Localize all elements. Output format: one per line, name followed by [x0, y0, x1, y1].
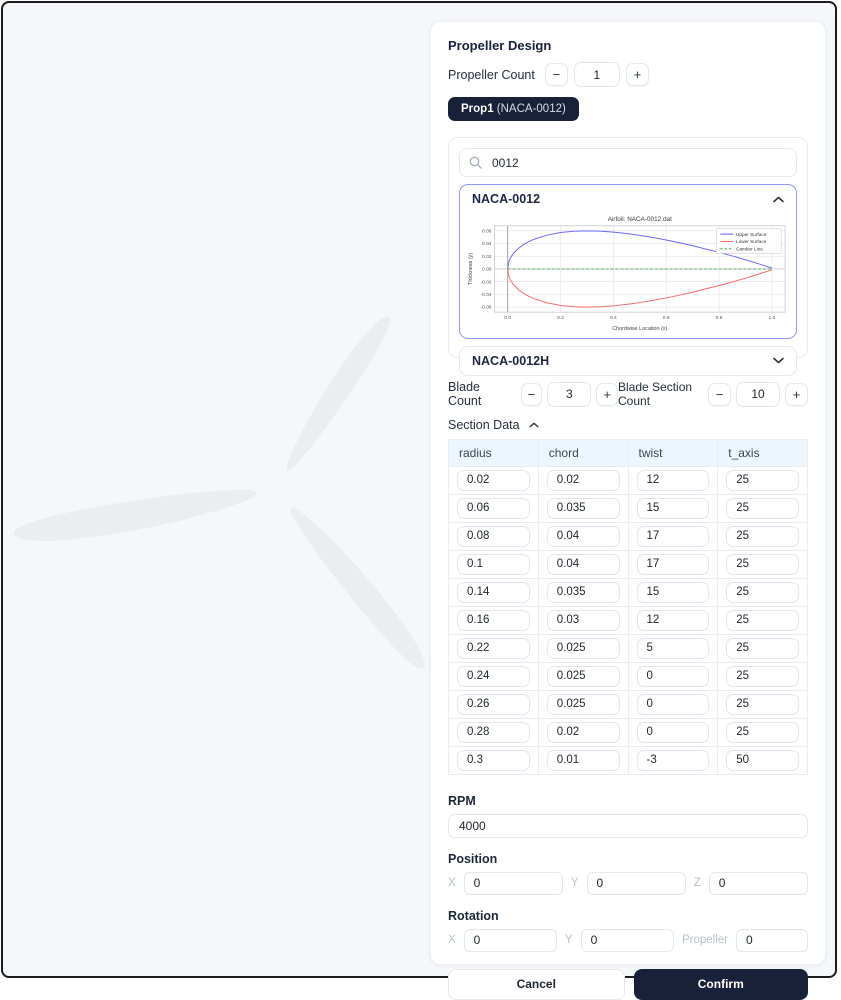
svg-text:-0.02: -0.02: [480, 280, 492, 286]
section-cell-twist-6[interactable]: [637, 638, 710, 659]
section-cell-chord-6[interactable]: [547, 638, 620, 659]
svg-text:-0.04: -0.04: [480, 293, 492, 299]
svg-text:0.2: 0.2: [557, 316, 564, 322]
position-z-label: Z: [693, 877, 701, 890]
section-cell-radius-2[interactable]: [457, 526, 530, 547]
blade-section-count-increment-button[interactable]: +: [785, 383, 808, 406]
blade-count-input[interactable]: [547, 382, 591, 407]
section-cell-chord-1[interactable]: [547, 498, 620, 519]
section-cell-twist-4[interactable]: [637, 582, 710, 603]
section-cell-radius-3[interactable]: [457, 554, 530, 575]
section-cell-twist-1[interactable]: [637, 498, 710, 519]
section-cell-radius-9[interactable]: [457, 722, 530, 743]
prop-tab[interactable]: [448, 97, 579, 121]
section-cell-t_axis-10[interactable]: [726, 750, 799, 771]
section-cell-chord-10[interactable]: [547, 750, 620, 771]
section-data-table: [448, 439, 808, 775]
airfoil-browser: [448, 137, 808, 368]
position-x-input[interactable]: [464, 872, 563, 895]
table-row: [449, 606, 808, 634]
section-cell-twist-10[interactable]: [637, 750, 710, 771]
position-y-label: Y: [570, 877, 579, 890]
section-cell-chord-8[interactable]: [547, 694, 620, 715]
prop-tab-name: Prop1: [461, 103, 494, 115]
airfoil-item-title: NACA-0012H: [472, 353, 550, 368]
chevron-up-icon: [773, 196, 784, 203]
section-data-toggle[interactable]: [448, 418, 808, 432]
airfoil-item-naca0012h-header[interactable]: [460, 347, 796, 375]
section-data-label: Section Data: [448, 417, 520, 432]
propeller-count-decrement-button[interactable]: −: [545, 63, 568, 86]
position-y-input[interactable]: [587, 872, 686, 895]
page-title: Propeller Design: [448, 38, 552, 53]
section-cell-twist-7[interactable]: [637, 666, 710, 687]
blade-section-count-input[interactable]: [736, 382, 780, 407]
section-cell-t_axis-4[interactable]: [726, 582, 799, 603]
section-cell-t_axis-2[interactable]: [726, 526, 799, 547]
svg-text:0.6: 0.6: [662, 316, 670, 322]
table-row: [449, 690, 808, 718]
airfoil-chart: [460, 213, 796, 338]
section-cell-twist-2[interactable]: [637, 526, 710, 547]
rotation-y-input[interactable]: [581, 929, 674, 952]
chevron-up-icon: [529, 422, 539, 428]
section-cell-radius-10[interactable]: [457, 750, 530, 771]
table-row: [449, 718, 808, 746]
table-row: [449, 494, 808, 522]
section-cell-chord-4[interactable]: [547, 582, 620, 603]
airfoil-item-naca0012-header[interactable]: [460, 185, 796, 213]
rotation-row: [448, 929, 808, 952]
rpm-input[interactable]: [448, 814, 808, 838]
blade-count-decrement-button[interactable]: −: [521, 383, 543, 406]
table-row: [449, 662, 808, 690]
svg-text:Upper Surface: Upper Surface: [735, 231, 767, 237]
section-cell-twist-3[interactable]: [637, 554, 710, 575]
section-cell-radius-5[interactable]: [457, 610, 530, 631]
svg-text:-0.06: -0.06: [480, 305, 492, 311]
svg-text:0.8: 0.8: [715, 316, 723, 322]
svg-text:Camber Line: Camber Line: [735, 246, 763, 252]
rotation-propeller-input[interactable]: [736, 929, 808, 952]
section-cell-chord-2[interactable]: [547, 526, 620, 547]
section-cell-radius-0[interactable]: [457, 470, 530, 491]
section-cell-chord-7[interactable]: [547, 666, 620, 687]
section-cell-radius-8[interactable]: [457, 694, 530, 715]
section-cell-chord-9[interactable]: [547, 722, 620, 743]
section-cell-t_axis-0[interactable]: [726, 470, 799, 491]
airfoil-plot: [465, 213, 791, 333]
svg-text:0.04: 0.04: [481, 242, 492, 248]
column-header-t_axis: t_axis: [718, 439, 808, 466]
propeller-design-panel: [430, 21, 826, 992]
app-frame: [1, 1, 837, 992]
position-x-label: X: [448, 877, 456, 890]
cancel-button[interactable]: Cancel: [448, 969, 625, 1000]
column-header-twist: twist: [628, 439, 718, 466]
rotation-x-label: X: [448, 934, 456, 947]
svg-text:Thickness (y): Thickness (y): [467, 252, 474, 285]
rotation-y-label: Y: [564, 934, 573, 947]
svg-text:0.06: 0.06: [481, 229, 492, 235]
airfoil-item-naca0012: [459, 184, 797, 339]
table-row: [449, 746, 808, 774]
propeller-count-row: [448, 62, 808, 87]
table-row: [449, 466, 808, 494]
table-row: [449, 522, 808, 550]
table-row: [449, 550, 808, 578]
position-row: [448, 872, 808, 895]
rpm-label: RPM: [448, 793, 476, 808]
section-cell-radius-1[interactable]: [457, 498, 530, 519]
section-cell-t_axis-1[interactable]: [726, 498, 799, 519]
svg-text:Airfoil: NACA-0012.dat: Airfoil: NACA-0012.dat: [607, 215, 672, 223]
section-cell-chord-0[interactable]: [547, 470, 620, 491]
table-row: [449, 578, 808, 606]
column-header-chord: chord: [538, 439, 628, 466]
svg-text:0.4: 0.4: [609, 316, 617, 322]
chevron-down-icon: [773, 357, 784, 364]
section-cell-t_axis-9[interactable]: [726, 722, 799, 743]
column-header-radius: radius: [449, 439, 539, 466]
blade-count-label: Blade Count: [448, 380, 482, 409]
airfoil-item-naca0012h: [459, 346, 797, 376]
airfoil-search-box[interactable]: [459, 148, 797, 177]
svg-text:0.0: 0.0: [504, 316, 512, 322]
section-cell-twist-9[interactable]: [637, 722, 710, 743]
rotation-label: Rotation: [448, 908, 499, 923]
svg-text:0.02: 0.02: [481, 254, 492, 260]
position-label: Position: [448, 851, 498, 866]
propeller-count-increment-button[interactable]: +: [626, 63, 649, 86]
confirm-button[interactable]: Confirm: [634, 969, 809, 1000]
search-input[interactable]: [490, 155, 787, 171]
blade-section-count-decrement-button[interactable]: −: [708, 383, 731, 406]
section-cell-radius-7[interactable]: [457, 666, 530, 687]
section-cell-t_axis-5[interactable]: [726, 610, 799, 631]
rotation-x-input[interactable]: [464, 929, 557, 952]
blade-section-count-group: [618, 380, 808, 409]
prop-tab-airfoil: (NACA-0012): [493, 103, 566, 115]
section-cell-radius-6[interactable]: [457, 638, 530, 659]
section-cell-twist-8[interactable]: [637, 694, 710, 715]
propeller-count-label: Propeller Count: [448, 67, 535, 82]
section-cell-t_axis-7[interactable]: [726, 666, 799, 687]
position-z-input[interactable]: [709, 872, 808, 895]
section-cell-radius-4[interactable]: [457, 582, 530, 603]
blade-count-increment-button[interactable]: +: [596, 383, 618, 406]
blade-count-group: [448, 380, 618, 408]
section-cell-twist-5[interactable]: [637, 610, 710, 631]
section-cell-chord-3[interactable]: [547, 554, 620, 575]
action-buttons: [448, 969, 808, 1000]
airfoil-item-title: NACA-0012: [472, 192, 541, 206]
search-icon: [469, 156, 482, 169]
section-cell-twist-0[interactable]: [637, 470, 710, 491]
propeller-count-input[interactable]: [574, 62, 620, 87]
section-cell-t_axis-3[interactable]: [726, 554, 799, 575]
blade-steppers-row: [448, 380, 808, 409]
section-cell-chord-5[interactable]: [547, 610, 620, 631]
svg-text:0.00: 0.00: [481, 267, 492, 273]
table-row: [449, 634, 808, 662]
svg-text:1.0: 1.0: [768, 316, 776, 322]
blade-section-count-label: Blade Section Count: [618, 380, 693, 409]
section-cell-t_axis-6[interactable]: [726, 638, 799, 659]
svg-text:Lower Surface: Lower Surface: [735, 239, 767, 245]
section-cell-t_axis-8[interactable]: [726, 694, 799, 715]
svg-text:Chordwise Location (x): Chordwise Location (x): [612, 325, 668, 332]
rotation-propeller-label: Propeller: [681, 934, 728, 947]
